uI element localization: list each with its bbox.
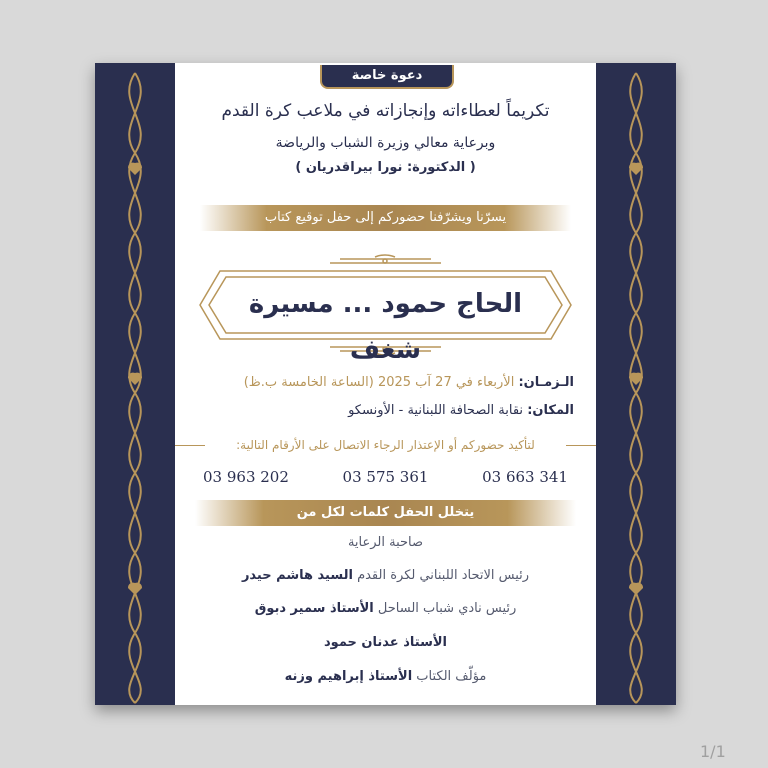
time-date: الأربعاء في 27 آب 2025 — [377, 375, 515, 390]
speakers-ribbon: يتخلل الحفل كلمات لكل من — [195, 500, 576, 526]
speaker-role: مؤلّف الكتاب — [416, 669, 487, 684]
speaker-name: الأستاذ سمير دبوق — [254, 601, 374, 616]
invite-ribbon: يسرّنا ويشرّفنا حضوركم إلى حفل توقيع كتاب — [200, 205, 571, 231]
confirm-text: لتأكيد حضوركم أو الإعتذار الرجاء الاتصال على الأرقام التالية: — [175, 435, 596, 455]
phone-numbers — [203, 468, 568, 490]
time-row — [244, 375, 574, 390]
speaker-author — [175, 669, 596, 684]
speaker-name: الأستاذ إبراهيم وزنه — [284, 669, 413, 684]
place-row — [348, 403, 574, 418]
right-ornament-icon — [596, 63, 676, 705]
invitation-card — [95, 63, 676, 705]
page-indicator: 1/1 — [700, 742, 726, 761]
honor-line: تكريماً لعطاءاته وإنجازاته في ملاعب كرة القدم — [221, 101, 550, 121]
left-ornament-icon — [95, 63, 175, 705]
phone-number: 03 575 361 — [342, 468, 429, 486]
speaker-role: رئيس الاتحاد اللبناني لكرة القدم — [357, 568, 530, 583]
left-ornament-band — [95, 63, 175, 705]
time-label: الـزمـان: — [518, 375, 574, 390]
speaker-adnan: الأستاذ عدنان حمود — [324, 635, 447, 650]
speaker-federation-president — [175, 568, 596, 583]
speaker-name: السيد هاشم حيدر — [241, 568, 353, 583]
special-invitation-tag: دعوة خاصة — [320, 65, 454, 89]
invitation-content — [175, 63, 596, 705]
speaker-role: رئيس نادي شباب الساحل — [377, 601, 517, 616]
phone-number: 03 963 202 — [203, 468, 289, 486]
phone-number: 03 663 341 — [482, 468, 568, 486]
patronage-line: وبرعاية معالي وزيرة الشباب والرياضة — [275, 135, 496, 151]
right-ornament-band — [596, 63, 676, 705]
time-hour: (الساعة الخامسة ب.ظ) — [243, 375, 374, 390]
speaker-club-president — [175, 601, 596, 616]
place-label: المكان: — [527, 403, 574, 418]
book-title: الحاج حمود ... مسيرة شغف — [248, 289, 523, 365]
speaker-patron: صاحبة الرعاية — [347, 535, 424, 550]
patron-name: ( الدكتورة: نورا بيراقدريان ) — [295, 160, 476, 175]
place-value: نقابة الصحافة اللبنانية - الأونسكو — [348, 403, 524, 418]
